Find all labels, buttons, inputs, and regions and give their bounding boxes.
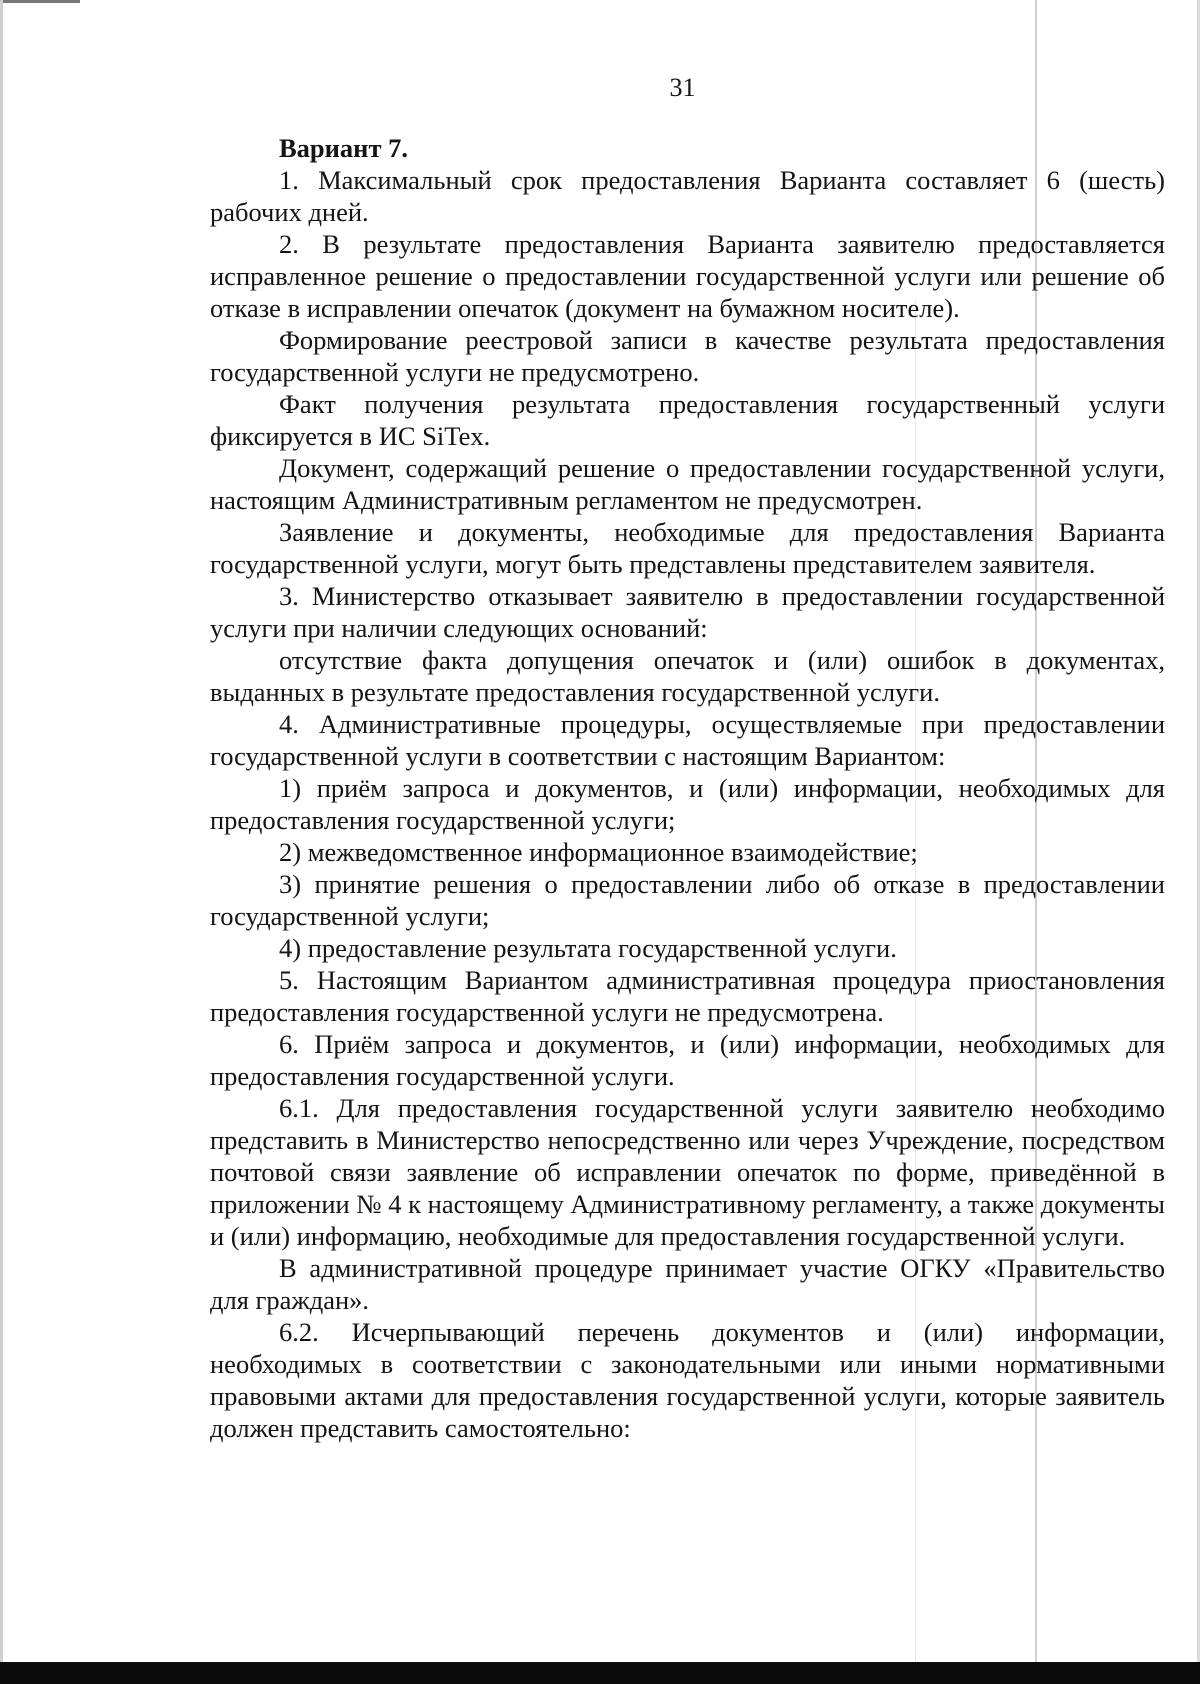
paragraph: Документ, содержащий решение о предоставлении государственной услуги, настоящим Административным регламентом не предусмотрен. xyxy=(210,453,1165,515)
list-item: 4) предоставление результата государственной услуги. xyxy=(279,933,897,963)
paragraph: 5. Настоящим Вариантом административная процедура приостановления предоставления государственной услуги не предусмотрена. xyxy=(210,965,1165,1027)
document-body xyxy=(210,132,1165,1444)
paragraph: 6. Приём запроса и документов, и (или) информации, необходимых для предоставления государственной услуги. xyxy=(210,1029,1165,1091)
paragraph: Факт получения результата предоставления государственный услуги фиксируется в ИС SiTex. xyxy=(210,389,1165,451)
paragraph: В административной процедуре принимает участие ОГКУ «Правительство для граждан». xyxy=(210,1253,1165,1315)
list-item: 2) межведомственное информационное взаимодействие; xyxy=(279,837,918,867)
paragraph: 1. Максимальный срок предоставления Варианта составляет 6 (шесть) рабочих дней. xyxy=(210,165,1165,227)
scan-top-line xyxy=(0,0,80,3)
variant-heading: Вариант 7. xyxy=(279,133,408,163)
paragraph: 3. Министерство отказывает заявителю в предоставлении государственной услуги при наличии следующих оснований: xyxy=(210,581,1165,643)
paragraph: отсутствие факта допущения опечаток и (или) ошибок в документах, выданных в результате предоставления государственной услуги. xyxy=(210,645,1165,707)
paragraph: 6.2. Исчерпывающий перечень документов и (или) информации, необходимых в соответствии с законодательными или иными нормативными правовыми актами для предоставления государственной услуги, которые заявитель должен представить самостоятельно: xyxy=(210,1317,1165,1443)
list-item: 1) приём запроса и документов, и (или) информации, необходимых для предоставления государственной услуги; xyxy=(210,773,1165,835)
page-number: 31 xyxy=(669,73,696,102)
list-item: 3) принятие решения о предоставлении либо об отказе в предоставлении государственной услуги; xyxy=(210,869,1165,931)
paragraph: 4. Административные процедуры, осуществляемые при предоставлении государственной услуги в соответствии с настоящим Вариантом: xyxy=(210,709,1165,771)
scan-bottom-bar xyxy=(0,1662,1200,1684)
scan-left-edge xyxy=(0,0,3,1684)
paragraph: 2. В результате предоставления Варианта заявителю предоставляется исправленное решение о предоставлении государственной услуги или решение об отказе в исправлении опечаток (документ на бумажном носителе). xyxy=(210,229,1165,323)
paragraph: 6.1. Для предоставления государственной услуги заявителю необходимо представить в Министерство непосредственно или через Учреждение, посредством почтовой связи заявление об исправлении опечаток по форме, приведённой в приложении № 4 к настоящему Административному регламенту, а также документы и (или) информацию, необходимые для предоставления государственной услуги. xyxy=(210,1093,1165,1251)
paragraph: Формирование реестровой записи в качестве результата предоставления государственной услуги не предусмотрено. xyxy=(210,325,1165,387)
paragraph: Заявление и документы, необходимые для предоставления Варианта государственной услуги, могут быть представлены представителем заявителя. xyxy=(210,517,1165,579)
